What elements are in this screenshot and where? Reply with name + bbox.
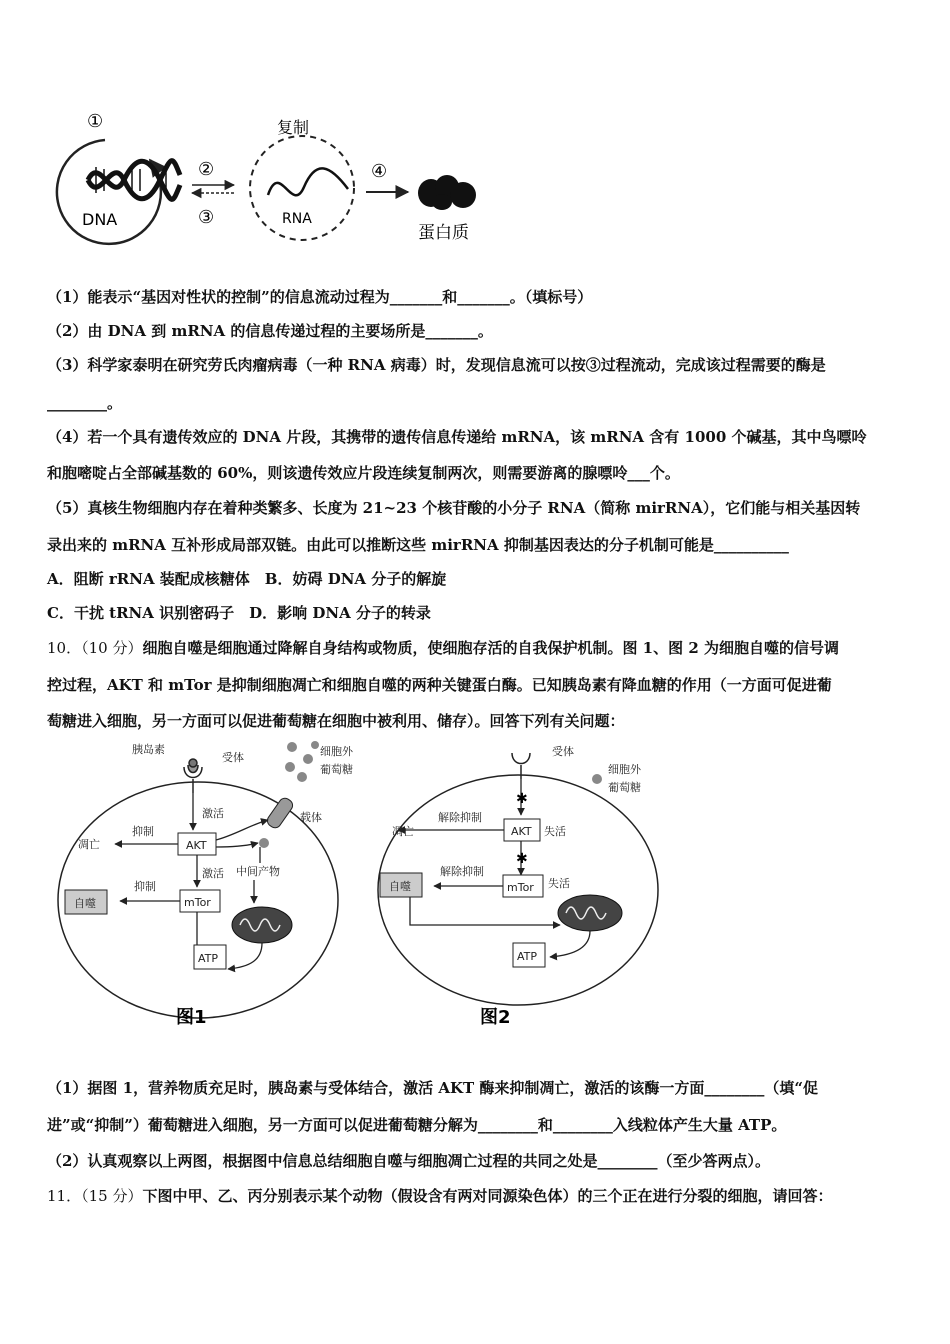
mitochondrion-icon [232, 907, 292, 943]
fig2-inactive-label-2: 失活 [548, 877, 570, 890]
fig1-glucose-label-2: 葡萄糖 [320, 763, 353, 776]
fig2-caption: 图2 [480, 1007, 511, 1028]
fig1-akt-label: AKT [186, 839, 207, 852]
protein-label: 蛋白质 [418, 223, 469, 243]
q10-intro-line2: 控过程，AKT 和 mTor 是抑制细胞凋亡和细胞自噬的两种关键蛋白酶。已知胰岛素有降血糖的作用（一方面可促进葡 [47, 676, 832, 694]
insulin-receptor-icon [184, 759, 202, 793]
q10-intro-line3: 萄糖进入细胞，另一方面可以促进葡萄糖在细胞中被利用、储存）。回答下列有关问题： [47, 712, 625, 730]
fig1-autophagy-label: 自噬 [74, 897, 96, 910]
fig2-glucose-label-1: 细胞外 [608, 763, 641, 776]
rna-label: RNA [282, 211, 312, 227]
fig1-intermediate-label: 中间产物 [236, 865, 280, 878]
fig1-activate-label-1: 激活 [202, 807, 224, 820]
carrier-protein-icon [265, 796, 295, 830]
fig1-apoptosis-label: 凋亡 [78, 838, 100, 851]
glucose-dot-icon [592, 774, 602, 784]
circle-3-label: ③ [198, 207, 215, 228]
q10-intro-text1: 细胞自噬是细胞通过降解自身结构或物质，使细胞存活的自我保护机制。图 1、图 2 为细胞自噬的信号调 [142, 639, 839, 657]
q11-line [47, 1186, 832, 1206]
q10-part1-line1: （1）据图 1，营养物质充足时，胰岛素与受体结合，激活 AKT 酶来抑制凋亡，激活的该酶一方面________（填“促 [47, 1079, 819, 1097]
fig1-atp-label: ATP [198, 952, 219, 965]
figure-1 [50, 735, 353, 1035]
q9-part2: （2）由 DNA 到 mRNA 的信息传递过程的主要场所是_______。 [47, 322, 493, 340]
fig1-mtor-label: mTor [184, 896, 211, 909]
fig1-receptor-label: 受体 [222, 751, 244, 764]
q9-part5-line1: （5）真核生物细胞内存在着种类繁多、长度为 21~23 个核苷酸的小分子 RNA（简称 mirRNA），它们能与相关基因转 [47, 499, 861, 517]
q10-intro-line1 [47, 638, 839, 658]
circle-2-label: ② [198, 159, 215, 180]
fig1-inhibit-label-2: 抑制 [134, 880, 156, 893]
central-dogma-figure [40, 105, 500, 255]
circle-1-label: ① [87, 111, 104, 132]
blocked-mark-icon: ✱ [516, 791, 528, 807]
q9-options-cd: C．干扰 tRNA 识别密码子 D．影响 DNA 分子的转录 [47, 604, 431, 622]
circle-4-label: ④ [371, 161, 388, 182]
q9-part3-line1: （3）科学家泰明在研究劳氏肉瘤病毒（一种 RNA 病毒）时，发现信息流可以按③过程流动，完成该过程需要的酶是 [47, 356, 826, 374]
fig1-glucose-label-1: 细胞外 [320, 745, 353, 758]
fig1-insulin-label: 胰岛素 [132, 743, 165, 756]
fig2-autophagy-label: 自噬 [389, 880, 411, 893]
replicate-label: 复制 [277, 118, 310, 137]
q9-part3-line2: ________。 [47, 394, 123, 412]
q9-options-ab: A．阻断 rRNA 装配成核糖体 B．妨碍 DNA 分子的解旋 [47, 570, 447, 588]
fig1-activate-label-2: 激活 [202, 867, 224, 880]
fig2-mtor-label: mTor [507, 881, 534, 894]
mitochondrion-icon [558, 895, 622, 931]
q10-part1-line2: 进”或“抑制”）葡萄糖进入细胞，另一方面可以促进葡萄糖分解为________和________入线粒体产生大量 ATP。 [47, 1116, 787, 1134]
q9-part5-line2: 录出来的 mRNA 互补形成局部双链。由此可以推断这些 mirRNA 抑制基因表达的分子机制可能是__________ [47, 536, 789, 554]
fig1-carrier-label: 载体 [300, 811, 322, 824]
rna-strand-icon [268, 168, 348, 195]
q9-part4-line2: 和胞嘧啶占全部碱基数的 60%，则该遗传效应片段连续复制两次，则需要游离的腺嘌呤___个。 [47, 464, 680, 482]
fig2-inactive-label-1: 失活 [544, 825, 566, 838]
fig2-apoptosis-label: 凋亡 [392, 825, 414, 838]
fig1-caption: 图1 [176, 1007, 207, 1028]
q11-number: 11．（15 分） [47, 1187, 143, 1205]
dna-label: DNA [82, 210, 118, 229]
fig2-akt-label: AKT [511, 825, 532, 838]
figure-2 [370, 735, 670, 1035]
fig2-atp-label: ATP [517, 950, 538, 963]
blocked-mark-icon-2: ✱ [516, 851, 528, 867]
q9-part4-line1: （4）若一个具有遗传效应的 DNA 片段，其携带的遗传信息传递给 mRNA，该 mRNA 含有 1000 个碱基，其中鸟嘌呤 [47, 428, 867, 446]
glucose-dots-icon [285, 741, 319, 782]
fig2-release-label-1: 解除抑制 [438, 811, 482, 824]
q11-text: 下图中甲、乙、丙分别表示某个动物（假设含有两对同源染色体）的三个正在进行分裂的细胞，请回答： [142, 1187, 833, 1205]
dna-helix-icon [88, 161, 180, 200]
protein-icon [418, 175, 476, 210]
q10-number: 10．（10 分） [47, 639, 143, 657]
fig2-release-label-2: 解除抑制 [440, 865, 484, 878]
fig2-glucose-label-2: 葡萄糖 [608, 781, 641, 794]
q9-part1: （1）能表示“基因对性状的控制”的信息流动过程为_______和_______。（填标号） [47, 288, 593, 306]
fig1-inhibit-label-1: 抑制 [132, 825, 154, 838]
q10-part2: （2）认真观察以上两图，根据图中信息总结细胞自噬与细胞凋亡过程的共同之处是________（至少答两点）。 [47, 1152, 770, 1170]
fig2-receptor-label: 受体 [552, 745, 574, 758]
